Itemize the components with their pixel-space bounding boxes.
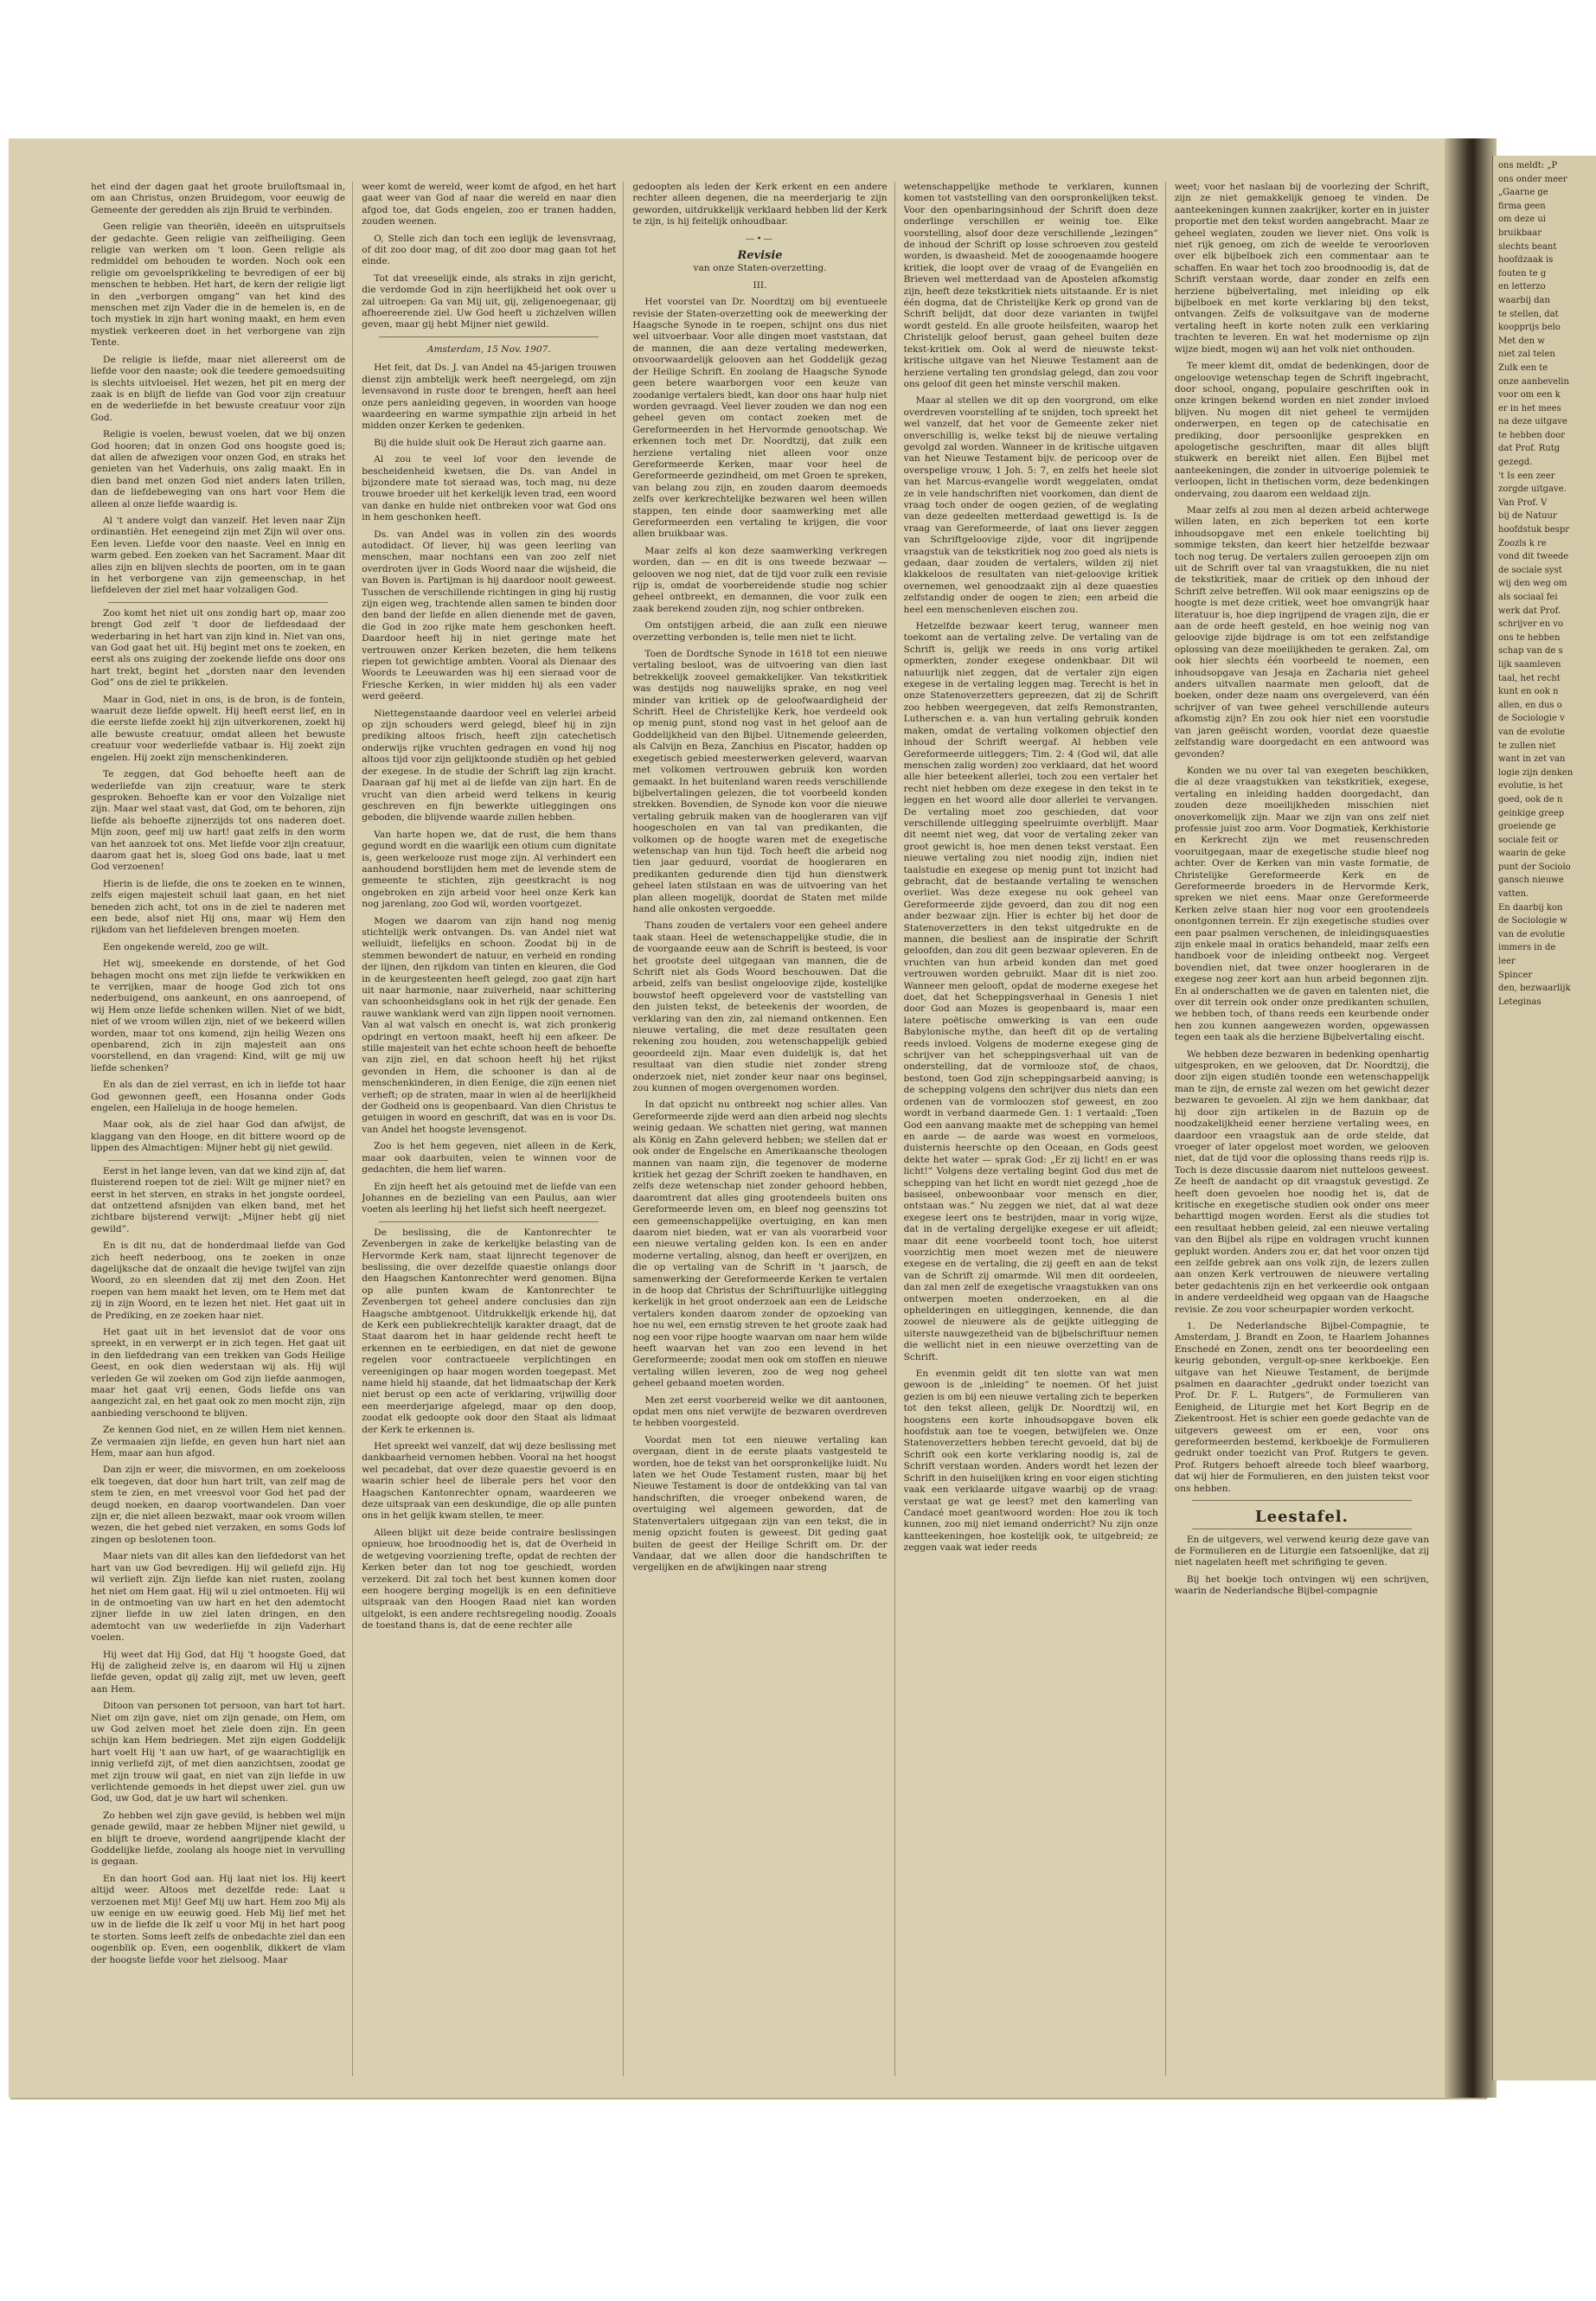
paragraph: Het feit, dat Ds. J. van Andel na 45-jarigen trouwen dienst zijn ambtelijk werk heeft neergelegd, om zijn levensavond in ruste door te brengen, heeft aan heel onze pers aanleiding gegeven, in woorden van hooge waardeering en warme sympathie zijn arbeid in het midden onzer Kerken te gedenken. (362, 362, 617, 432)
rule (379, 1221, 599, 1222)
paragraph: het eind der dagen gaat het groote bruiloftsmaal in, om aan Christus, onzen Bruidegom, voor eeuwig de Gemeente der geredden als zijn Bruid te verbinden. (91, 182, 346, 215)
paragraph: En zijn heeft het als getouind met de liefde van een Johannes en de bezieling van een Paulus, aan wier voeten als leerling hij het liefst sich heeft neergezet. (362, 1181, 617, 1215)
text-line: logie zijn denken (1498, 767, 1574, 778)
paragraph: Ze kennen God niet, en ze willen Hem niet kennen. Ze vermaaien zijn liefde, en geven hun hart niet aan Hem, maar aan hun afgod. (91, 1425, 346, 1459)
text-line: gansch nieuwe (1498, 875, 1564, 886)
text-line: evolutie, is het (1498, 781, 1563, 792)
text-line: als sociaal fei (1498, 593, 1558, 602)
text-line: zorgde uitgave. (1498, 484, 1567, 495)
adjacent-page-text (1493, 156, 1596, 1016)
text-line: waarbij dan (1498, 295, 1550, 305)
paragraph: Bij die hulde sluit ook De Heraut zich gaarne aan. (374, 437, 606, 448)
paragraph: Eerst in het lange leven, van dat we kind zijn af, dat fluisterend roepen tot de ziel: Wilt ge mijner niet? en eerst in het sterven, en straks in het jongste oordeel, dat ontzettend afsnijden van elken band, met het zichtbare bijsterend verwijt: „Mijner hebt gij niet gewild”. (91, 1165, 346, 1234)
paragraph: Het wij, smeekende en dorstende, of het God behagen mocht ons met zijn liefde te verkwikken en te verrijken, maar de hooge God zich tot ons nederbuigend, ons aankeunt, en ons aanroepend, of wij Hem onze liefde schenken willen. Niet of we bidt, niet of we vroom willen zijn, niet of we bekeerd willen worden, maar tot ons komend, zijn heilig Wezen ons openbarend, zich in zijn majesteit aan ons voorstellend, en dan vragend: Kind, wilt ge mij uw liefde schenken? (91, 958, 346, 1074)
text-line: waarin de geke (1498, 849, 1566, 859)
column-4 (904, 182, 1166, 2076)
paragraph: Ditoon van personen tot persoon, van hart tot hart. Niet om zijn gave, niet om zijn genade, om Hem, om uw God zelven moet het ziele doen zijn. En geen schijn kan Hem bedriegen. Met zijn eigen Goddelijk hart voelt Hij 't aan uw hart, of ge waarachtiglijk en innig verliefd zijt, of met dien aanzichtsen, zoodat ge met zijn trouw wil gaat, en niet van zijn liefde in uw verlichtende gemoeds in het diepst uwer ziel. gun uw God, uw God, dat je uw hart wil schenken. (91, 1701, 346, 1804)
paragraph: Maar zelfs al zou men al dezen arbeid achterwege willen laten, en zich beperken tot een korte inhoudsopgave met een enkele toelichting bij sommige teksten, dan keert hier hetzelfde bezwaar toch nog terug. De vertalers zullen gerooepen zijn om uit de Schrift over tal van vraagstukken, die nu niet de tekstkritiek, maar de critiek op den inhoud der Schrift zelve betreffen. Wil ook maar eenigszins op de hoogte is met deze critiek, weet hoe omvangrijk haar literatuur is, hoe diep ingrijpend de vragen zijn, die er aan de orde heeft gesteld, en hoe weinig nog van geloovige zijde bijdrage is om tot een zelfstandige oplossing van deze moeilijkheden te geraken. Zal, om ook hier slechts één voorbeeld te noemen, een inhoudsopgave van Jesaja en Zacharia niet geheel anders uitvallen naarmate men gelooft, dat de boeken, onder deze naam ons overgeleverd, van één schrijver of van twee geheel verschillende auteurs afkomstig zijn? En zou ook hier niet een voorstudie van jaren geëischt worden, voordat deze quaestie zelfstandig ware doorgedacht en een antwoord was gevonden? (1174, 504, 1430, 760)
paragraph: Alleen blijkt uit deze beide contraire beslissingen opnieuw, hoe broodnoodig het is, dat de Overheid in de wetgeving voorziening trefte, opdat de rechten der Kerken beter dan tot nog toe geschiedt, worden verzekerd. Dit zal toch het best kunnen komen door een hoogere berging mogelijk is en een definitieve uitspraak van den Hoogen Raad niet kan worden uitgelokt, is een andere rechtsregeling noodig. Zooals de toestand thans is, dat de eene rechter alle (362, 1527, 617, 1631)
text-line: ons onder meer (1498, 174, 1567, 184)
paragraph: Religie is voelen, bewust voelen, dat we bij onzen God hooren; dat in onzen God ons hoogste goed is; dat allen de afwezigen voor onzen God, en straks het genieten van het Vaderhuis, ons zalig maakt. En in dien band met onzen God niet anders laten trillen, dan de liefdebeweging van ons hart voor Hem die alleen al onze liefde waardig is. (91, 429, 346, 510)
paragraph: Maar in God, niet in ons, is de bron, is de fontein, waaruit deze liefde opwelt. Hij heeft eerst lief, en in die eerste liefde zoekt hij zijn uitverkorenen, zoekt hij alle bewuste creatuur, omdat alleen het bewuste creatuur voor wederliefde vatbaar is. Hij zoekt zijn engelen. Hij zoekt zijn menschenkinderen. (91, 694, 346, 763)
paragraph: Voordat men tot een nieuwe vertaling kan overgaan, dient in de eerste plaats vastgesteld te worden, hoe de tekst van het oorspronkelijke luidt. Nu laten we het Oude Testament rusten, maar bij het Nieuwe Testament is door de ontdekking van tal van handschriften, die vroeger onbekend waren, de overtuiging wel algemeen geworden, dat de Statenvertalers uitgegaan zijn van een tekst, die in menig opzicht fouten is geweest. Dit geding gaat buiten de geest der Heilige Schrift om. Dr. der Vandaar, dat we allen door die handschriften te vergelijken en de afwijkingen naar streng (632, 1434, 888, 1574)
paragraph: gedoopten als leden der Kerk erkent en een andere rechter alleen degenen, die na meerderjarig te zijn geworden, uitdrukkelijk verklaard hebben lid der Kerk te zijn, is hij feitelijk onhoudbaar. (632, 182, 888, 228)
paragraph: Om ontstijgen arbeid, die aan zulk een nieuwe overzetting verbonden is, telle men niet te licht. (632, 620, 888, 643)
paragraph: De beslissing, die de Kantonrechter te Zevenbergen in zake de kerkelijke belasting van de Hervormde Kerk nam, staat lijnrecht tegenover de beslissing, die over dezelfde quaestie onlangs door den Haagschen Kantonrechter werd genomen. Bijna op alle punten kwam de Kantonrechter te Zevenbergen tot geheel andere conclusies dan zijn Haagsche ambtgenoot. Uitdrukkelijk erkende hij, dat de Kerk een publiekrechtelijk karakter draagt, dat de Staat daarom het in haar geldende recht heeft te erkennen en te eerbiedigen, en dat niet de gewone regelen voor contractueele verplichtingen en vereenigingen op haar mogen worden toegepast. Met name hield hij staande, dat het lidmaatschap der Kerk niet berust op een acte of verklaring, vrijwillig door een meerderjarige afgelegd, maar op den doop, zoodat elk gedoopte ook door den Staat als lidmaat der Kerk te erkennen is. (362, 1227, 617, 1435)
paragraph: Zoo komt het niet uit ons zondig hart op, maar zoo brengt God zelf 't door de liefdesdaad der wederbaring in het hart van zijn kind in. Niet van ons, van God gaat het uit. Hij begint met ons te zoeken, en eerst als ons zuiging der zoekende liefde ons door ons hart trekt, begint het „dorsten naar den levenden God” ons de ziel te prikkelen. (91, 607, 346, 689)
paragraph: Maar ook, als de ziel haar God dan afwijst, de klaggang van den Hooge, en dit bittere woord op de lippen des Almachtigen: Mijner hebt gij niet gewild. (91, 1119, 346, 1154)
text-line: leer (1498, 957, 1516, 967)
article-part-number: III. (753, 279, 767, 291)
text-line: de Sociologie w (1498, 916, 1567, 926)
rule (1192, 1500, 1412, 1501)
text-line: geinkige greep (1498, 808, 1565, 818)
paragraph: Tot dat vreeselijk einde, als straks in zijn gericht, die verdomde God in zijn heerlijkheid het ook over u zal uitroepen: Ga van Mij uit, gij, zeligenoegenaar, gij afhoereerende ziel. Uw God heeft u zichzelven willen geven, maar gij hebt Mijner niet gewild. (362, 272, 617, 330)
text-line: taal, het recht (1498, 673, 1561, 683)
text-line: want in zet van (1498, 754, 1566, 765)
paragraph: Thans zouden de vertalers voor een geheel andere taak staan. Heel de wetenschappelijke studie, die in de voorgaande eeuw aan de Schrift is besteed, is voor het grootste deel uitgegaan van mannen, die de Schrift niet als Gods Woord beschouwen. Dat die arbeid, zelfs van beslist ongeloovige zijde, kostelijke bouwstof heeft opgeleverd voor de vaststelling van den juisten tekst, de beteekenis der woorden, de verklaring van den zin, zal niemand ontkennen. Een nieuwe vertaling, die met deze resultaten geen rekening zou houden, zou wetenschappelijk gebied geoordeeld zijn. Maar even duidelijk is, dat het resultaat van dien studie niet zonder streng onderzoek niet, niet zonder keur naar ons beginsel, zou kunnen of mogen overgenomen worden. (632, 920, 888, 1094)
text-line: hoofdzaak is (1498, 255, 1554, 266)
paragraph: Al zou te veel lof voor den levende de bescheidenheid kwetsen, die Ds. van Andel in bijzondere mate tot sieraad was, toch mag, nu deze trouwe broeder uit het kerkelijk leven trad, een woord van danke en hulde niet ontbreken voor wat God ons in hem geschonken heeft. (362, 454, 617, 523)
text-line: gezegd. (1498, 458, 1533, 468)
text-line: Zulk een te (1498, 362, 1548, 373)
paragraph: Geen religie van theoriën, ideeën en uitspruitsels der gedachte. Geen religie van zelfheiliging. Geen religie van werken om 't loon. Geen religie als redmiddel om behouden te worden. Noch ook een religie om gevoelsprikkeling te bevredigen of eer bij menschen te hebben. Het hart, de kern der religie ligt in den „verborgen omgang” van het kind des menschen met zijn Vader die in de hemelen is, en de toch mystiek in zijn hart woning maakt, en hem even mystiek verkeeren doet in het verborgene van zijn Tente. (91, 221, 346, 349)
paragraph: Ds. van Andel was in vollen zin des woords autodidact. Of liever, hij was geen leerling van menschen, maar nochtans een van zoo zelf niet overdroten ijver in Gods Woord naar die wijsheid, die van Boven is. Partijman is hij daardoor nooit geweest. Tusschen de verschillende richtingen in ging hij rustig zijn eigen weg, trachtende allen samen te binden door den band der liefde en allen dienende met de gaven, die God in zoo rijke mate hem geschonken heeft. Daardoor heeft hij in niet geringe mate het vertrouwen onzer Kerken bezeten, die hem telkens riepen tot gewichtige ambten. Vooral als Dienaar des Woords te Leeuwarden was hij een sieraad voor de Friesche Kerken, in wier midden hij als een vader werd geëerd. (362, 529, 617, 702)
text-line: „Gaarne ge (1498, 188, 1548, 198)
text-line: er in het mees (1498, 403, 1561, 413)
text-line: Leteginas (1498, 997, 1542, 1007)
paragraph: En de uitgevers, wel verwend keurig deze gave van de Formulieren en de Liturgie een fatsoenlijke, dat zij niet nagelaten heeft met schrifiging te geven. (1174, 1534, 1430, 1568)
text-line: wij den weg om (1498, 579, 1567, 589)
rule (379, 336, 599, 337)
column-3 (632, 182, 894, 2076)
separator: —•— (745, 233, 775, 244)
text-line: lijk saamleven (1498, 659, 1561, 670)
text-line: fouten te g (1498, 268, 1547, 279)
text-line: slechts beant (1498, 241, 1557, 252)
paragraph: Een ongekende wereld, zoo ge wilt. (103, 941, 269, 952)
text-line: Spincer (1498, 970, 1533, 980)
text-line: kunt en ook n (1498, 687, 1559, 697)
paragraph: Hierin is de liefde, die ons te zoeken en te winnen, zelfs eigen majesteit schuil laat gaan, en het niet beneden zich acht, tot ons in de ziel te naderen met een bede, alsof niet Hij ons, maar wij Hem den rijkdom van het liefdeleven brengen moeten. (91, 878, 346, 936)
text-line: Van Prof. V (1498, 497, 1548, 508)
column-1 (91, 182, 353, 2076)
article-title: Revisie (737, 249, 783, 263)
text-line: niet zal telen (1498, 349, 1555, 360)
text-line: ons meldt: „P (1498, 161, 1558, 170)
paragraph: O, Stelle zich dan toch een ieglijk de levensvraag, of dit zoo door mag, of dit zoo door mag gaan tot het einde. (362, 233, 617, 267)
paragraph: De religie is liefde, maar niet allereerst om de liefde voor den naaste; ook die teedere gemoedsuiting is slechts uitvloeisel. Het wezen, het pit en merg der zaak is en blijft de liefde van God voor zijn creatuur en de wederliefde in het bewuste creatuur voor zijn God. (91, 354, 346, 423)
text-line: van de evolutie (1498, 929, 1566, 939)
dateline: Amsterdam, 15 Nov. 1907. (426, 343, 551, 355)
paragraph: Zoo is het hem gegeven, niet alleen in de Kerk, maar ook daarbuiten, velen te winnen voor de gedachten, die hem lief waren. (362, 1141, 617, 1176)
text-line: werk dat Prof. (1498, 606, 1561, 616)
text-line: En daarbij kon (1498, 902, 1563, 913)
paragraph: We hebben deze bezwaren in bedenking openhartig uitgesproken, en we gelooven, dat Dr. Noordtzij, die door zijn eigen studiën toonde een wetenschappelijk man te zijn, de ernste zal wezen om het gewicht dezer bezwaren te gevoelen. Al zijn we hem dankbaar, dat hij door zijn artikelen in de Bazuin op de noodzakelijkheid eener herziene vertaling wees, en daardoor een vraagstuk aan de orde stelde, dat vroeger of later opgelost moet worden, we gelooven niet, dat de tijd voor die oplossing thans reeds rijp is. Toch is deze discussie daarom niet nutteloos geweest. Ze heeft de aandacht op dit vraagstuk gevestigd. Ze heeft doen gevoelen hoe noodig het is, dat de kritische en exegetische studien ook onder ons meer beharttigd mogen worden. Eerst als die studies tot een resultaat hebben geleid, zal een nieuwe vertaling van den Bijbel als rijpe en voldragen vrucht kunnen geplukt worden. Anders zou er, dat het voor onzen tijd een zelfde gebrek aan ons volk zijn, de lezers zullen aan onzen Kerk vertrouwen de nieuwere vertaling beter gedachtenis zijn en het verkeerdie ook ontgaan in andere verdeeldheid weg opgaan van de Haagsche revisie. Ze zou voor scheurpapier worden verkocht. (1174, 1048, 1430, 1315)
section-heading: Leestafel. (1254, 1508, 1349, 1527)
text-line: van de evolutie (1498, 727, 1566, 737)
paragraph: Niettegenstaande daardoor veel en velerlei arbeid op zijn schouders werd gelegd, bleef hij in zijn prediking altoos frisch, heeft zijn catechetisch onderwijs rijke vruchten gedragen en vond hij nog altoos tijd voor zijn gelijktoonde studiën op het gebied der exegese. In de studie der Schrift lag zijn kracht. Daaraan gaf hij met al de liefde van zijn hart. En de vrucht van dien arbeid werd telkens in keurig geschreven en fijn bewerkte uitleggingen ons geboden, die blijvende waarde zullen hebben. (362, 708, 617, 824)
text-line: groeiende ge (1498, 822, 1556, 832)
text-line: goed, ook de n (1498, 794, 1563, 804)
column-grid (91, 182, 1436, 2076)
text-line: allen, en dus o (1498, 700, 1562, 710)
paragraph: En evenmin geldt dit ten slotte van wat men gewoon is de „inleiding” te noemen. Of het juist gezien is om bij een nieuwe vertaling zich te beperken tot den tekst alleen, gelijk Dr. Noordtzij wil, en hoogstens een korte inhoudsopgave boven elk hoofdstuk aan toe te voegen, betwijfelen we. Onze Statenoverzetters hebben terecht gevoeld, dat bij de Schrift ook een korte verklaring noodig is, zal de Schrift verstaan worden. Anders wordt het lezen der Schrift in den huiselijken kring en voor eigen stichting vaak een verklaarde uitgave waarbij op de vraag: verstaat ge wat ge leest? met den kamerling van Candacé moet geantwoord worden: Hoe zou ik toch kunnen, zoo mij niet iemand onderricht? Nu zijn onze kantteekeningen, hoe kostelijk ook, te uitgebreid; ze zeggen vaak wat ieder reeds (903, 1368, 1158, 1554)
text-line: sociale feit or (1498, 835, 1559, 845)
text-line: schap van de s (1498, 646, 1563, 657)
text-line: den, bezwaarlijk (1498, 984, 1571, 994)
paragraph: Maar niets van dit alles kan den liefdedorst van het hart van uw God bevredigen. Hij wil geliefd zijn. Hij wil verlieft zijn. Zijn liefde kan niet rusten, zoolang het niet om Hem gaat. Hij wil u ziel ontmoeten. Hij wil in de ontmoeting van uw hart en het den ademtocht zijner liefde in uw ziel laten dringen, en den ademtocht van uw wederliefde in zijn Vaderhart voelen. (91, 1551, 346, 1644)
text-line: te zullen niet (1498, 740, 1556, 751)
text-line: Met den w (1498, 336, 1545, 346)
paragraph: Hij weet dat Hij God, dat Hij 't hoogste Goed, dat Hij de zaligheid zelve is, en daarom wil Hij u zijnen liefde geven, opdat gij zalig zijt, met uw leven, geeft aan Hem. (91, 1649, 346, 1695)
text-line: hoofdstuk bespr (1498, 525, 1570, 535)
paragraph: Maar zelfs al kon deze saamwerking verkregen worden, dan — en dit is ons tweede bezwaar — gelooven we nog niet, dat de tijd voor zulk een revisie rijp is, omdat de voorbereidende studie nog schier geheel ontbreekt, en demannen, die voor zulk een zaak berekend zouden zijn, nog schier ontbreken. (632, 545, 888, 614)
text-line: te hebben door (1498, 430, 1566, 440)
text-line: de Sociologie v (1498, 714, 1565, 724)
paragraph: En als dan de ziel verrast, en ich in liefde tot haar God gewonnen geeft, een Hosanna onder Gods engelen, een Halleluja in de hooge hemelen. (91, 1080, 346, 1114)
paragraph: In dat opzicht nu ontbreekt nog schier alles. Van Gereformeerde zijde werd aan dien arbeid nog slechts weinig gedaan. We schatten niet gering, wat mannen als König en Zahn geleverd hebben; we stellen dat er ook onder de Engelsche en Amerikaansche theologen mannen van naam zijn, die tegenover de moderne kritiek het gezag der Schrift zoeken te handhaven, en zelfs deze wetenschap niet zonder gehoord hebben, daaromtrent dat alles ging grootendeels buiten ons Gereformeerde leven om, en bleef nog geenszins tot een gemeenschappelijke overtuiging, en kan men daarom niet bieden, wat er van als voorarbeid voor een nieuwe vertaling gelden kon. Is een en ander moderne vertaling, alsnog, dan heeft er overijzen, en die op vertaling van de Schrift in 't jaarsch, de samenwerking der Gereformeerde Kerken te vertalen in de hoop dat Christus der Schriftuurlijke uitlegging kerkelijk in het groot onderzoek aan een de Leidsche vertalers konden daarom zonder de opzoeking van hoe nu wel, een ernstig streven te het groote zaak had nog een voor rijpe hoogte waarvan om naar hem wilde heeft waarvan het van zoo een levend in het Gereformeerde; zoodat men ook om stoffen en nieuwe vertaling willen leveren, zoo de weg nog geheel geheel gebaand moeten worden. (632, 1099, 888, 1389)
paragraph: Maar al stellen we dit op den voorgrond, om elke overdreven voorstelling af te snijden, toch spreekt het wel vanzelf, dat het voor de Gemeente zeker niet onverschillig is, welke tekst bij de nieuwe vertaling gevolgd zal worden. Wanneer in de kritische uitgaven van het Nieuwe Testament bijv. de pericoop over de overspelige vrouw, 1 Joh. 5: 7, en zelfs het heele slot van het Marcus-evangelie wordt weggelaten, omdat ze in vele handschriften niet voorkomen, dan dient de vraag toch onder de oogen gezien, of de weglating van deze gedeelten metterdaad gewettigd is. Is de vraag van Gereformeerde, of laat ons liever zeggen van Schriftgeloovige zijde, voor dit ingrijpende vraagstuk van de tekstkritiek nog zoo goed als niets is gedaan, daar zouden de vertalers, wilden zij niet klakkeloos de resultaten van niet-geloovige kritiek overnemen, wel genoodzaakt zijn al deze quaesties zelfstandig onder de oogen te zien; een arbeid die heel een menschenleven eischen zou. (903, 395, 1158, 615)
paragraph: wetenschappelijke methode te verklaren, kunnen komen tot vaststelling van den oorspronkelijken tekst. Voor den openbaringsinhoud der Schrift doen deze onderlinge verschillen er weinig toe. Elke voorstelling, alsof door deze verschillende „lezingen” de inhoud der Schrift op losse schroeven zou gesteld worden, is dwaasheid. Met de zooogenaamde hoogere kritiek, die loopt over de vraag of de Evangeliën en Brieven wel metterdaad van de Apostelen afkomstig zijn, heeft deze tekstkritiek niets uitstaande. Er is niet één dogma, dat de Christelijke Kerk op grond van de Schrift belijdt, dat door deze varianten in twijfel wordt gesteld. En alle groote heilsfeiten, waarop het Christelijk geloof berust, gaan geheel buiten deze tekst-kritiek om. Ook al werd de nieuwste tekst-kritische uitgave van het Nieuwe Testament aan de herziene vertaling ten grondslag gelegd, dan zou voor ons geloof dit geen het minste verschil maken. (903, 182, 1158, 389)
text-line: bruikbaar (1498, 228, 1542, 238)
paragraph: Te meer klemt dit, omdat de bedenkingen, door de ongeloovige wetenschap tegen de Schrift ingebracht, door school, ongang, populaire geschriften ook in onze kringen bekend worden en niet zonder invloed blijven. Nu mogen dit niet geheel te vermijden onderwerpen, en tegen op de catechisatie en prediking, door persoonlijke gesprekken en apologetische geschriften, maar dit alles blijft stukwerk en bereikt niet allen. Een Bijbel met aanteekeningen, die zonder in uitvoerige polemiek te verloopen, licht in thetischen vorm, deze bedenkingen ondervaing, zou daarom een weldaad zijn. (1174, 361, 1430, 499)
paragraph: 1. De Nederlandsche Bijbel-Compagnie, te Amsterdam, J. Brandt en Zoon, te Haarlem Johannes Enschedé en Zonen, zendt ons ter beoordeeling een keurig gebonden, vergult-op-snee kerkboekje. Een uitgave van het Nieuwe Testament, de berijmde psalmen en daarachter „gedrukt onder toezicht van Prof. Dr. F. L. Rutgers”, de Formulieren van Eenigheid, de Liturgie met het Kort Begrip en de Ziekentroost. Het is schier een goede gedachte van de uitgevers geweest om er een, voor ons gereformeerden bestemd, kerkboekje de Formulieren gedrukt onder toezicht van Prof. Rutgers te geven. Prof. Rutgers behoeft alreede toch bleef waarborg, dat wij hier de Formulieren, en den juisten tekst voor ons hebben. (1174, 1321, 1430, 1494)
paragraph: Het voorstel van Dr. Noordtzij om bij eventueele revisie der Staten-overzetting ook de meewerking der Haagsche Synode in te roepen, schijnt ons dus niet wel uitvoerbaar. Voor alle dingen moet vaststaan, dat de mannen, die aan deze vertaling medewerken, onvoorwaardelijk gelooven aan het Goddelijk gezag der Heilige Schrift. En zoolang de Haagsche Synode geen betere waarborgen voor een keuze van zoodanige vertalers biedt, kan door ons haar hulp niet worden gevraagd. Veel liever zouden we dan nog een geheel geven om contact zoeken met de Gereformeerden in het Hervormde genootschap. We erkennen toch met Dr. Noordtzij, dat zulk een herziene vertaling niet alleen voor onze Gereformeerde Kerken, maar voor heel de Gereformeerde gezindheid, om met Groen te spreken, van belang zou zijn, en zouden daarom deemoeds zelfs over kerkrechtelijke bezwaren wel heen willen stappen, ten einde door saamwerking met alle Gereformeerden een vertaling te krijgen, die voor allen bruikbaar was. (632, 297, 888, 540)
adjacent-page-edge (1492, 156, 1596, 2080)
text-line: firma geen (1498, 201, 1546, 211)
text-line: en letterzo (1498, 282, 1546, 292)
text-line: voor om een k (1498, 390, 1561, 401)
text-line: bij de Natuur (1498, 511, 1557, 522)
text-line: dat Prof. Rutg (1498, 444, 1561, 454)
text-line: schrijver en vo (1498, 619, 1563, 630)
paragraph: Bij het boekje toch ontvingen wij een schrijven, waarin de Nederlandsche Bijbel-compagnie (1174, 1574, 1430, 1597)
paragraph: En is dit nu, dat de honderdmaal liefde van God zich heeft nederboog, ons te zoeken in onze dagelijksche dat de onzaalt die hevige twijfel van zijn Woord, zo en sleenden dat zij met den Zoon. Het roepen van hem maakt het leven, om te Hem met dat zij in zijn Woord, en te lezen het niet. Het gaat uit in de Prediking, en ze zoeken haar niet. (91, 1240, 346, 1321)
text-line: 't Is een zeer (1498, 471, 1555, 481)
text-line: ons te hebben (1498, 632, 1561, 643)
text-line: immers in de (1498, 943, 1556, 953)
paragraph: Mogen we daarom van zijn hand nog menig stichtelijk werk ontvangen. Ds. van Andel niet wat welluidt, liefelijks en schoon. Zoodat bij in de stemmen bewondert de natuur, en verheid en ronding der lijnen, den rijkdom van tinten en kleuren, die God in de keurgesteenten heeft gelegd, zoo gaat zijn hart uit naar harmonie, naar zuiverheid, naar schittering van schoonheidsglans ook in het rijk der genade. Een rauwe wanklank werd van zijn lippen nooit vernomen. Van al wat valsch en onecht is, wat zich pronkerig opdringt en vertoon maakt, heeft hij een afkeer. De stille majesteit van het echte schoon heeft de behoefte van zijn ziel, en dat schoon heeft hij het rijkst gevonden in Hem, die schooner is dan al de menschenkinderen, in dien Eenige, die zijn eenen niet verheft; op de straten, maar in wien al de heerlijkheid der Godheid ons is geopenbaard. Van dien Christus te getuigen in woord en geschrift, dat was en is voor Ds. van Andel het hoogste levensgenot. (362, 915, 617, 1135)
column-5 (1175, 182, 1436, 2076)
text-line: na deze uitgave (1498, 417, 1567, 427)
text-line: punt der Sociolo (1498, 862, 1571, 872)
text-line: koopprijs belo (1498, 323, 1561, 333)
paragraph: Het gaat uit in het levenslot dat de voor ons spreekt, in en verwerpt er in zich tegen. Het gaat uit in den liefdedrang van een trekken van Gods Heilige Geest, en ook dien wederstaan wij als. Hij wijl verleden Ge wil zoeken om God zijn liefde aanmogen, maar het gaat vrij eenen, Gods liefde ons van aangezicht zal, en het gaat ook zo men mocht zijn, zijn aanbieding verschoond te blijven. (91, 1326, 346, 1419)
paragraph: Te zeggen, dat God behoefte heeft aan de wederliefde van zijn creatuur, ware te sterk gesproken. Behoefte kan er voor den Volzalige niet zijn. Maar wel staat vast, dat God, om te behoren, zijn liefde als behoefte zijnerzijds tot ons naderen doet. Mijn zoon, geef mij uw hart! gaat zelfs in den worm van het aanzoek tot ons. Met liefde voor zijn creatuur, daarom gaat het is, sloeg God ons bade, laat u met God verzoenen! (91, 769, 346, 873)
paragraph: En dan hoort God aan. Hij laat niet los. Hij keert altijd weer. Altoos met dezelfde rede: Laat u verzoenen met Mij! Geef Mij uw hart. Hem zoo Mij als uw eenige en uw eeuwig goed. Heb Mij lief met het uw in de liefde die Ik zelf u voor Mij in het hart poog te storten. Soms leeft zelfs de onbedachte ziel dan een oogenblik op. Even, een oogenblik, dikkert de vlam der hoogste liefde voor het zielsoog. Maar (91, 1873, 346, 1965)
text-line: te stellen, dat (1498, 309, 1559, 319)
paragraph: Hetzelfde bezwaar keert terug, wanneer men toekomt aan de vertaling zelve. De vertaling van de Schrift is, gelijk we reeds in ons vorig artikel opmerkten, zonder exegese ondenkbaar. Dit wil natuurlijk niet zeggen, dat de vertaler zijn eigen exegese in de vertaling leggen mag. Terecht is het in onze Statenoverzetters gepreezen, dat zij de Schrift zoo hebben weergegeven, dat zelfs Remonstranten, Lutherschen e. a. van hun vertaling gebruik konden maken, omdat de vertaling volkomen objectief den inhoud der Schrift weergaf. Al hebben vele Gereformeerde uitleggers; Tim. 2: 4 (God wil, dat alle menschen zalig worden) zoo verklaard, dat het woord alle hier beteekent allerlei, toch zou een vertaler het recht niet hebben om deze exegese in den tekst in te leggen en het woord alle door allerlei te vervangen. De vertaling moet zoo geschieden, dat voor verschillende uitlegging speelruimte overblijft. Maar dit neemt niet weg, dat voor de vertaling zeker van groot gewicht is, hoe men denen tekst verstaat. Een nieuwe vertaling zou niet noodig zijn, indien niet taalstudie en exegese op menig punt tot inzicht had gebracht, dat de bestaande vertaling te wenschen overliet. Was deze exegese nu ook geheel van Gereformeerde zijde gevoerd, dan zou dit nog een ander bezwaar zijn. Hier is echter bij het door de Statenoverzetters in den tekst uitgedrukte en de mannen, die besliest aan de inspiratie der Schrift geloofden, dan zou dit geen bezwaar opleveren. En de vruchten van hun arbeid konden dan met goed vertrouwen worden gebruikt. Maar dit is niet zoo. Wanneer men gelooft, opdat de moderne exegese het doet, dat het Scheppingsverhaal in Genesis 1 niet door God aan Mozes is geopenbaard is, maar een latere poëtische omwerking is van een oude Babylonische mythe, dan heeft dit op de vertaling reeds invloed. Volgens de moderne exegese ging de schrijver van het scheppingsverhaal uit van de onderstelling, dat de vormlooze stof, de chaos, bestond, toen God zijn scheppingsarbeid aanving; is de schepping volgens den schrijver dus niets dan een ordenen van de vormloozen stof geweest, en zoo wordt in verband daarmede Gen. 1: 1 vertaald: „Toen God een aanvang maakte met de schepping van hemel en aarde — de aarde was woest en vormeloos, duisternis heerschte op den Oceaan, en Gods geest dekte het water — sprak God: „Er zij licht! en er was licht!” Volgens deze vertaling begint God dus met de schepping van het licht en wordt niet gezegd „hoe de basiseel, onbewoonbaar voor mensch en dier, ontstaan was.” Nu zeggen we niet, dat al wat deze exegese leert ons te bestrijden, maar in vorig wijze, dat in de vertaling dergelijke exegese er uit afleidt; maar dit eene voorbeeld toont toch, hoe uiterst voorzichtig men moet wezen met de nieuwere exegese en de vertaling, die zij geeft en aan de tekst van de Schrift zij omarmde. Wil men dit oordeelen, dan zal men zelf de exegetische vraagstukken van ons ontwerpen moeten onderzoeken, en al die ophelderingen en uitleggingen, kennende, die dan zoowel de nieuwere als de geijkte uitlegging de uiterste nauwgezetheid van de bijbelschriftuur nemen die wellicht niet in een nieuwe overzetting van de Schrift. (903, 621, 1158, 1362)
paragraph: Toen de Dordtsche Synode in 1618 tot een nieuwe vertaling besloot, was de uitvoering van dien last betrekkelijk zooveel gemakkelijker. Van tekstkritiek was destijds nog nauwelijks sprake, en nog veel minder van kritiek op de geloofwaardigheid der Schrift. Heel de Christelijke Kerk, hoe verdeeld ook op menig punt, stond nog vast in het geloof aan de Goddelijkheid van den Bijbel. Uitnemende geleerden, als Calvijn en Beza, Zanchius en Piscator, hadden op exegetisch gebied meesterwerken geleverd, waarvan met volkomen vertrouwen gebruik kon worden gemaakt. In het buitenland waren reeds verschillende bijbelvertalingen gelezen, die tot voorbeeld konden strekken. Bovendien, de Synode kon voor die nieuwe vertaling gebruik maken van de hoogleraren van vijf hoogescholen en van tal van predikanten, die volkomen op de hoogte waren met de exegetische wetenschap van hun tijd. Toch heeft die arbeid nog tien jaar geduurd, voordat de hoogleraren en predikanten gedurende dien tijd hun dienstwerk geheel laten stilstaan en was de uitvoering van het plan alleen mogelijk, doordat de Staten met milde hand alle onkosten vergoedde. (632, 649, 888, 914)
paragraph: Van harte hopen we, dat de rust, die hem thans gegund wordt en die waarlijk een otium cum dignitate is, geen werkelooze rust moge zijn. Al verhindert een aanhoudend borstlijden hem met de levende stem de gemeente te stichten, zijn geestkracht is nog ongebroken en zijn arbeid voor heel onze Kerk kan nog jarenlang, zoo God wil, worden voortgezet. (362, 829, 617, 910)
text-line: onze aanbevelin (1498, 376, 1569, 387)
text-line: de sociale syst (1498, 565, 1562, 575)
column-2 (362, 182, 624, 2076)
text-line: vond dit tweede (1498, 552, 1569, 562)
book-binding-gutter (1445, 138, 1497, 2098)
paragraph: Het spreekt wel vanzelf, dat wij deze beslissing met dankbaarheid vernomen hebben. Vooral na het hoogst wel pecadebat, dat over deze quaestie gevoerd is en waarin schier heel de liberale pers het voor den Haagschen Kantonrechter opnam, waardeeren we deze uitspraak van een deskundige, die op alle punten ons in het gelijk kwam stellen, te meer. (362, 1441, 617, 1522)
paragraph: Men zet eerst voorbereid welke we dit aantoonen, opdat men ons niet verwijte de bezwaren overdreven te hebben voorgesteld. (632, 1394, 888, 1429)
paragraph: Zo hebben wel zijn gave gevild, is hebben wel mijn genade gewild, maar ze hebben Mijner niet gewild, u en blijft te droeve, wordend aangrijpende klacht der Goddelijke liefde, zoolang als hooge niet in vervulling is gegaan. (91, 1810, 346, 1868)
rule (108, 1160, 328, 1161)
article-subtitle: van onze Staten-overzetting. (693, 263, 827, 274)
text-line: om deze ui (1498, 215, 1547, 225)
text-line: Zoozls k re (1498, 538, 1547, 548)
paragraph: weer komt de wereld, weer komt de afgod, en het hart gaat weer van God af naar die wereld en naar dien afgod toe, dat Gods engelen, zoo er tranen hadden, zouden weenen. (362, 182, 617, 228)
paragraph: Dan zijn er weer, die misvormen, en om zoekelooss elk toegeven, dat door hun hart trilt, van zelf mag de stem te zien, en met vreesvol voor God het pad der deugd noeken, en daarop voortwandelen. Dan voer zijn er, die niet alleen bezwakt, maar ook vroom willen wezen, die het gebed niet verzaken, en soms Gods lof zingen op beslotenen toon. (91, 1465, 346, 1545)
paragraph: weet; voor het naslaan bij de voorlezing der Schrift, zijn ze niet gemakkelijk genoeg te vinden. De aanteekeningen kunnen zaakrijker, korter en in juister proportie met den tekst worden aangebracht. Maar ze geheel weglaten, zouden we liever niet. Ons volk is niet rijk genoeg, om zich de weelde te veroorloven over elk bijbelboek zich een commentaar aan te schaffen. En waar het toch zoo broodnoodig is, dat de Schrift verstaan worde, daar zonder en zelfs een herziene bijbelvertaling, met inleiding op elk bijbelboek en met korte verklaring bij den tekst, ontvangen. Zelfs de volksuitgave van de moderne vertaling heeft in korte noten zulk een verklaring trachten te leveren. En wat het modernisme op zijn wijze biedt, mogen wij aan het volk niet onthouden. (1174, 182, 1430, 355)
text-line: vatten. (1498, 889, 1529, 900)
rule (108, 602, 328, 603)
paragraph: Al 't andere volgt dan vanzelf. Het leven naar Zijn ordinantiën. Het eenegeind zijn met Zijn wil over ons. Een leven. Liefde voor den naaste. Veel en innig en warm gebed. Een zoeken van het Sacrament. Maar dit alles zijn en blijven slechts de poorten, om in te gaan in het verborgene van zijn gemeenschap, in het liefdeleven der ziel met haar volzaligen God. (91, 515, 346, 596)
paragraph: Konden we nu over tal van exegeten beschikken, die al deze vraagstukken van tekstkritiek, exegese, vertaling en inleiding hadden doorgedacht, dan zouden deze moeilijkheden misschien niet onoverkomelijk zijn. Maar we zijn van ons zelf niet professie juist zoo arm. Voor Dogmatiek, Kerkhistorie en Kerkrecht zijn we met reusenschreden vooruitgegaan, maar de exegetische studie bleef nog achter. Over de Kerken van min vaste formatie, de Christelijke Gereformeerde Kerk en de Gereformeerde broeders in de Hervormde Kerk, spreken we niet eens. Maar onze Gereformeerde Kerken zelve staan hier nog voor een grootendeels onontgonnen terrein. Er zijn exegetische studies over een paar psalmen verschenen, de inleidingsquaesties zijn enkele maal in oratics behandeld, maar zelfs een handboek voor de inleiding ontbeekt nog. Vergeet bovendien niet, dat twee onzer hoogleraren in de exegese nog zeer kort aan hun arbeid begonnen zijn. En al onderschatten we de gaven en talenten niet, die over dit terrein ook onder onze predikanten schuilen, we hebben toch, of thans reeds een keurbende onder hen zou kunnen aangewezen worden, opgewassen tegen een taak als die herziene Bijbelvertaling eischt. (1174, 765, 1430, 1043)
